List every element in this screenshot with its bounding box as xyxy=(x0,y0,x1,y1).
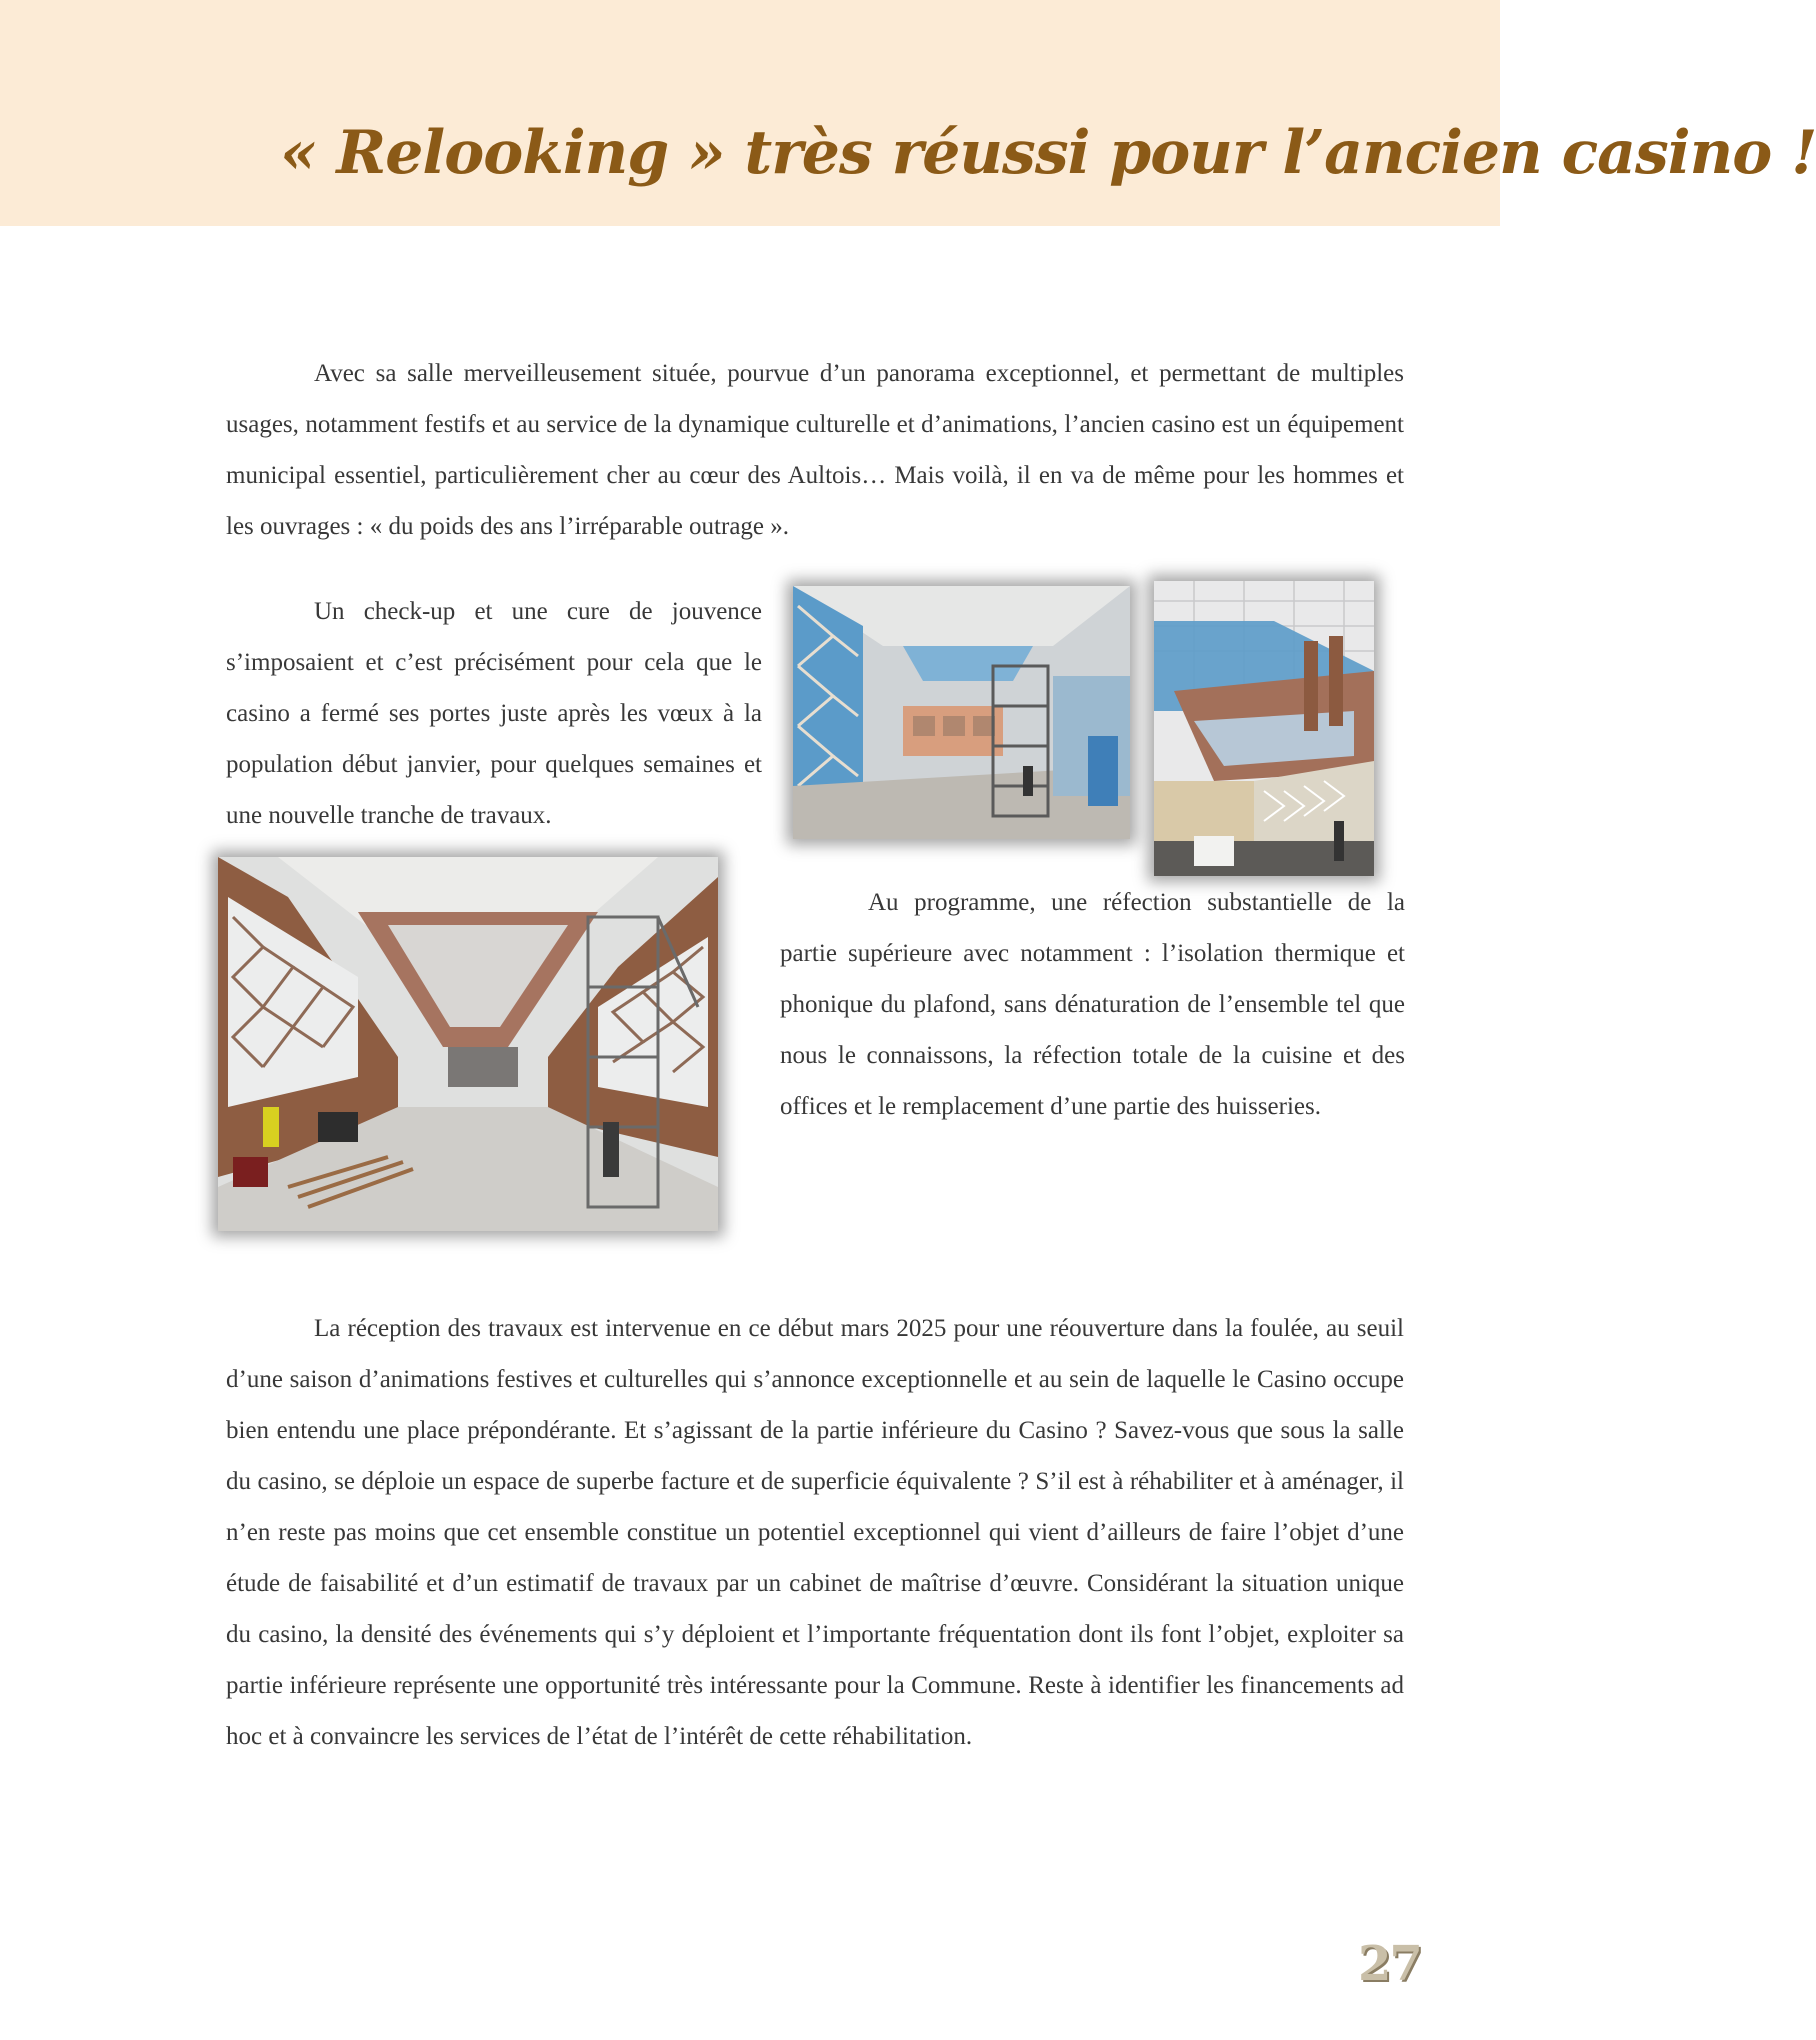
paragraph-reception xyxy=(226,1303,1404,1762)
page-title: « Relooking » très réussi pour l’ancien casino ! xyxy=(280,118,1816,188)
photo-interior-scaffolding xyxy=(793,586,1130,839)
paragraph-program xyxy=(780,877,1405,1132)
paragraph-intro xyxy=(226,348,1404,552)
photo-ceiling-detail xyxy=(1154,581,1374,876)
paragraph-program-text: Au programme, une réfection substantielle de la partie supérieure avec notamment : l’isolation thermique et phonique du plafond, sans dénaturation de l’ensemble tel que nous le connaissons, la réfection totale de la cuisine et des offices et le remplacement d’une partie des huisseries. xyxy=(780,889,1405,1120)
photo-wide-interior xyxy=(218,857,718,1231)
paragraph-checkup xyxy=(226,586,762,841)
page-number: 27 xyxy=(1358,1936,1421,1992)
paragraph-reception-text: La réception des travaux est intervenue en ce début mars 2025 pour une réouverture dans la foulée, au seuil d’une saison d’animations festives et culturelles qui s’annonce exceptionnelle et au sein de laquelle le Casino occupe bien entendu une place prépondérante. Et s’agissant de la partie inférieure du Casino ? Savez-vous que sous la salle du casino, se déploie un espace de superbe facture et de superficie équivalente ? S’il est à réhabiliter et à aménager, il n’en reste pas moins que cet ensemble constitue un potentiel exceptionnel qui vient d’ailleurs de faire l’objet d’une étude de faisabilité et d’un estimatif de travaux par un cabinet de maîtrise d’œuvre. Considérant la situation unique du casino, la densité des événements qui s’y déploient et l’importante fréquentation dont ils font l’objet, exploiter sa partie inférieure représente une opportunité très intéressante pour la Commune. Reste à identifier les financements ad hoc et à convaincre les services de l’état de l’intérêt de cette réhabilitation. xyxy=(226,1315,1404,1750)
paragraph-checkup-text: Un check-up et une cure de jouvence s’imposaient et c’est précisément pour cela que le casino a fermé ses portes juste après les vœux à la population début janvier, pour quelques semaines et une nouvelle tranche de travaux. xyxy=(226,598,762,829)
paragraph-intro-text: Avec sa salle merveilleusement située, pourvue d’un panorama exceptionnel, et permettant de multiples usages, notamment festifs et au service de la dynamique culturelle et d’animations, l’ancien casino est un équipement municipal essentiel, particulièrement cher au cœur des Aultois… Mais voilà, il en va de même pour les hommes et les ouvrages : « du poids des ans l’irréparable outrage ». xyxy=(226,360,1404,540)
header-band xyxy=(0,0,1816,226)
